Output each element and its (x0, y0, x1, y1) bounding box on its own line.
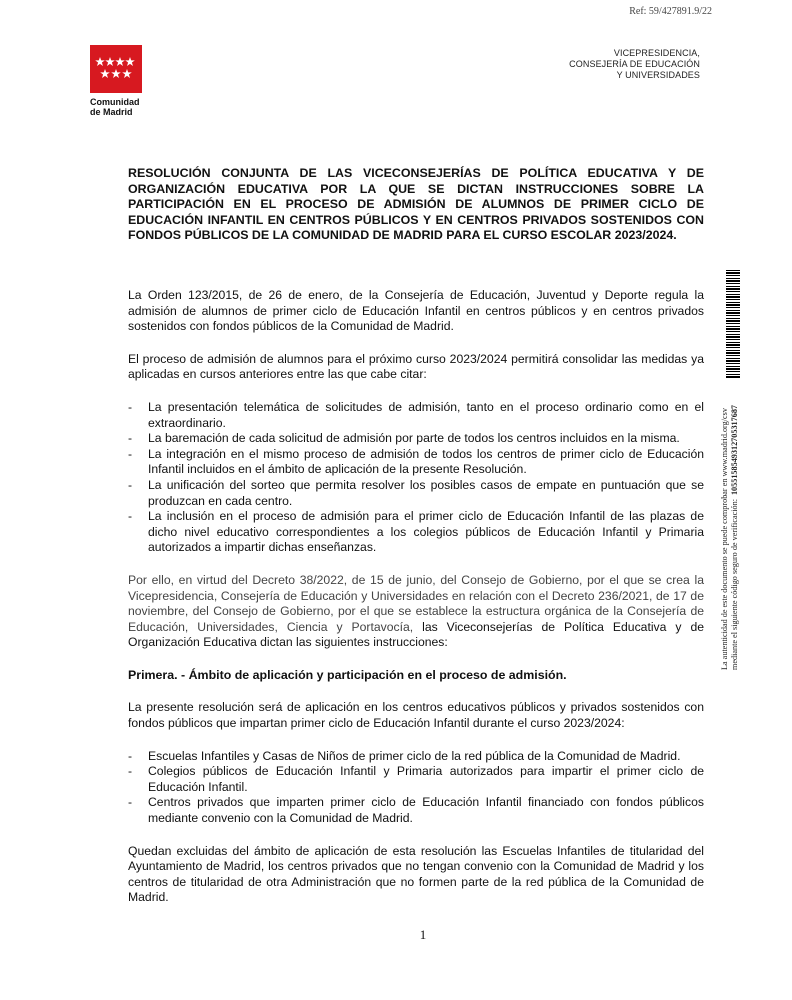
verification-code: 1055158549312705317687 (730, 404, 739, 496)
verification-sidebar (720, 270, 744, 670)
document-title: RESOLUCIÓN CONJUNTA DE LAS VICECONSEJERÍAS DE POLÍTICA EDUCATIVA Y DE ORGANIZACIÓN EDUCATIVA POR LA QUE SE DICTAN INSTRUCCIONES SOBRE LA PARTICIPACIÓN EN EL PROCESO DE ADMISIÓN DE ALUMNOS DE PRIMER CICLO DE EDUCACIÓN INFANTIL EN CENTROS PÚBLICOS Y EN CENTROS PRIVADOS SOSTENIDOS CON FONDOS PÚBLICOS DE LA COMUNIDAD DE MADRID PARA EL CURSO ESCOLAR 2023/2024. (128, 166, 704, 243)
verification-line-1: La autenticidad de este documento se puede comprobar en www.madrid.org/csv (720, 408, 729, 670)
decree-reference: Por ello, en virtud del Decreto 38/2022, de 15 de junio, del Consejo de Gobierno, por el que se crea la Vicepresidencia, Consejería de Educación y Universidades en relación con el Decreto 236/2021, de 17 de noviembre, del Consejo de Gobierno, por el que se establece la estructura orgánica de la Consejería de Educación, Universidades, Ciencia y Portavocía, (128, 572, 704, 634)
section-paragraph: La presente resolución será de aplicación en los centros educativos públicos y privados sostenidos con fondos públicos que impartan primer ciclo de Educación Infantil durante el curso 2023/2024: (128, 700, 704, 731)
bullet-dash: - (128, 764, 133, 779)
list-item-text: La unificación del sorteo que permita resolver los posibles casos de empate en puntuación que se produzcan en cada centro. (148, 477, 704, 508)
verification-text (720, 380, 740, 670)
reference-number: Ref: 59/427891.9/22 (629, 6, 712, 17)
list-item (128, 400, 704, 431)
document-body (128, 288, 704, 923)
bullet-dash: - (128, 399, 133, 414)
list-item (128, 795, 704, 826)
centers-list (128, 749, 704, 827)
list-item-text: La presentación telemática de solicitudes de admisión, tanto en el proceso ordinario como en el extraordinario. (148, 399, 704, 430)
department-header (569, 48, 700, 81)
department-line: VICEPRESIDENCIA, (613, 48, 700, 58)
bullet-dash: - (128, 748, 133, 763)
logo-name-line2: de Madrid (90, 107, 133, 117)
department-line: CONSEJERÍA DE EDUCACIÓN (569, 59, 700, 69)
list-item-text: La integración en el mismo proceso de admisión de todos los centros de primer ciclo de Educación Infantil incluidos en el ámbito de aplicación de la presente Resolución. (148, 446, 704, 477)
list-item-text: Colegios públicos de Educación Infantil y Primaria autorizados para impartir el primer ciclo de Educación Infantil. (148, 764, 704, 794)
flag-stars-icon (90, 45, 142, 93)
list-item (128, 749, 704, 765)
bullet-dash: - (128, 509, 133, 524)
page-number: 1 (419, 927, 427, 942)
bullet-dash: - (128, 477, 133, 492)
list-item (128, 509, 704, 556)
department-line: Y UNIVERSIDADES (616, 70, 700, 80)
bullet-dash: - (128, 446, 133, 461)
list-item-text: Escuelas Infantiles y Casas de Niños de primer ciclo de la red pública de la Comunidad de Madrid. (148, 748, 681, 763)
list-item (128, 478, 704, 509)
verification-line-2: mediante el siguiente código seguro de verificación: (730, 499, 739, 670)
measures-list (128, 400, 704, 556)
bullet-dash: - (128, 431, 133, 446)
list-item-text: Centros privados que imparten primer ciclo de Educación Infantil financiado con fondos públicos mediante convenio con la Comunidad de Madrid. (148, 795, 704, 826)
instructions-lead: las Viceconsejerías de Política Educativa y de Organización Educativa dictan las siguientes instrucciones: (128, 619, 704, 650)
list-item (128, 447, 704, 478)
logo-name-line1: Comunidad (90, 97, 140, 107)
intro-paragraph-2: El proceso de admisión de alumnos para el próximo curso 2023/2024 permitirá consolidar las medidas ya aplicadas en cursos anteriores entre las que cabe citar: (128, 351, 704, 382)
intro-paragraph-1: La Orden 123/2015, de 26 de enero, de la Consejería de Educación, Juventud y Deporte regula la admisión de alumnos de primer ciclo de Educación Infantil en centros públicos y en centros privados sostenidos con fondos públicos de la Comunidad de Madrid. (128, 288, 704, 334)
comunidad-de-madrid-logo (90, 45, 142, 117)
list-item-text: La inclusión en el proceso de admisión para el primer ciclo de Educación Infantil de las plazas de dicho nivel educativo correspondientes a los colegios públicos de Educación Infantil y Primaria autorizados a impartir dichas enseñanzas. (148, 509, 704, 555)
list-item (128, 764, 704, 795)
barcode-icon (726, 270, 740, 378)
bullet-dash: - (128, 795, 133, 810)
exclusions-paragraph: Quedan excluidas del ámbito de aplicación de esta resolución las Escuelas Infantiles de titularidad del Ayuntamiento de Madrid, los centros privados que no tengan convenio con la Comunidad de Madrid y los centros de titularidad de otra Administración que no formen parte de la red pública de la Comunidad de Madrid. (128, 843, 704, 905)
list-item (128, 431, 704, 447)
list-item-text: La baremación de cada solicitud de admisión por parte de todos los centros incluidos en la misma. (148, 431, 680, 446)
intro-paragraph-3 (128, 573, 704, 651)
section-heading: Primera. - Ámbito de aplicación y participación en el proceso de admisión. (128, 667, 567, 682)
